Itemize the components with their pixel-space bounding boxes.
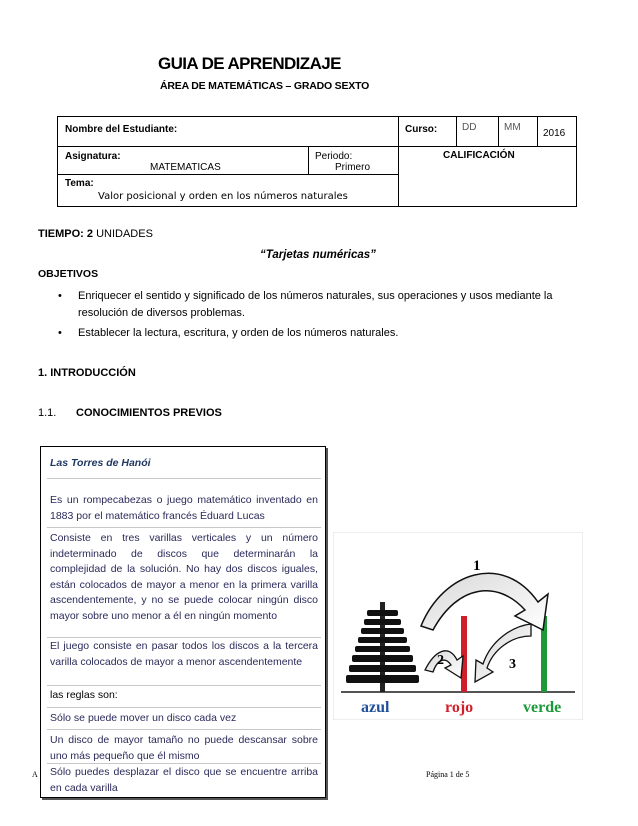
bullet-icon: • bbox=[58, 327, 62, 339]
day-field[interactable]: DD bbox=[462, 122, 477, 133]
tiempo-line bbox=[38, 228, 153, 240]
objective-text: Establecer la lectura, escritura, y orden de los números naturales. bbox=[78, 327, 399, 339]
objective-text: Enriquecer el sentido y significado de los números naturales, sus operaciones y usos mediante la resolución de diversos problemas. bbox=[78, 290, 553, 319]
asignatura-label: Asignatura: bbox=[65, 151, 121, 162]
page-title: GUIA DE APRENDIZAJE bbox=[158, 54, 341, 73]
label-azul: azul bbox=[361, 699, 390, 716]
step-number: 3 bbox=[509, 657, 516, 672]
subsection-heading-previos: CONOCIMIENTOS PREVIOS bbox=[76, 407, 222, 419]
step-number: 1 bbox=[473, 558, 481, 574]
year-value: 2016 bbox=[543, 128, 566, 139]
month-field[interactable]: MM bbox=[504, 122, 521, 133]
tema-label: Tema: bbox=[65, 178, 94, 189]
objetivos-heading: OBJETIVOS bbox=[38, 268, 99, 280]
infobox-title: Las Torres de Hanói bbox=[50, 457, 151, 469]
objective-item bbox=[58, 288, 578, 322]
infobox-paragraph: Un disco de mayor tamaño no puede descansar sobre uno más pequeño que él mismo bbox=[50, 734, 318, 762]
infobox-paragraph: Sólo se puede mover un disco cada vez bbox=[50, 712, 237, 724]
tiempo-value: UNIDADES bbox=[93, 228, 153, 240]
area-subtitle: ÁREA DE MATEMÁTICAS – GRADO SEXTO bbox=[160, 80, 370, 92]
hanoi-info-box bbox=[40, 446, 326, 798]
infobox-paragraph: Sólo puedes desplazar el disco que se encuentre arriba en cada varilla bbox=[50, 766, 318, 794]
infobox-paragraph: El juego consiste en pasar todos los discos a la tercera varilla colocados de mayor a menor ascendentemente bbox=[50, 640, 318, 668]
infobox-paragraph: Es un rompecabezas o juego matemático inventado en 1883 por el matemático francés Éduard Lucas bbox=[50, 494, 318, 522]
student-name-label: Nombre del Estudiante: bbox=[65, 124, 178, 135]
tiempo-label: TIEMPO: 2 bbox=[38, 228, 94, 240]
label-verde: verde bbox=[523, 699, 562, 716]
activity-title: “Tarjetas numéricas” bbox=[260, 249, 376, 261]
asignatura-value: MATEMATICAS bbox=[150, 162, 221, 173]
section-heading-intro: 1. INTRODUCCIÓN bbox=[38, 367, 136, 379]
subsection-number: 1.1. bbox=[38, 407, 57, 419]
calificacion-label: CALIFICACIÓN bbox=[443, 150, 515, 161]
step-number: 2 bbox=[437, 653, 444, 668]
bullet-icon: • bbox=[58, 290, 62, 302]
infobox-paragraph: las reglas son: bbox=[50, 689, 118, 701]
student-info-table bbox=[57, 116, 577, 207]
footer-left: A bbox=[32, 770, 38, 779]
tema-value: Valor posicional y orden en los números naturales bbox=[98, 191, 348, 202]
hanoi-towers-illustration bbox=[333, 532, 583, 720]
label-rojo: rojo bbox=[445, 699, 474, 716]
periodo-value: Primero bbox=[335, 162, 371, 173]
infobox-paragraph: Consiste en tres varillas verticales y un número indeterminado de discos que determinarán la complejidad de la solución. No hay dos discos iguales, están colocados de mayor a menor en la primera varilla ascendentemente, y no se puede colocar ningún disco mayor sobre uno menor a él en ningún momento bbox=[50, 532, 318, 622]
objective-item bbox=[58, 325, 578, 342]
periodo-label: Periodo: bbox=[315, 151, 353, 162]
rod-rojo bbox=[461, 616, 467, 692]
curso-label: Curso: bbox=[405, 124, 438, 135]
page-number: Página 1 de 5 bbox=[426, 770, 470, 779]
